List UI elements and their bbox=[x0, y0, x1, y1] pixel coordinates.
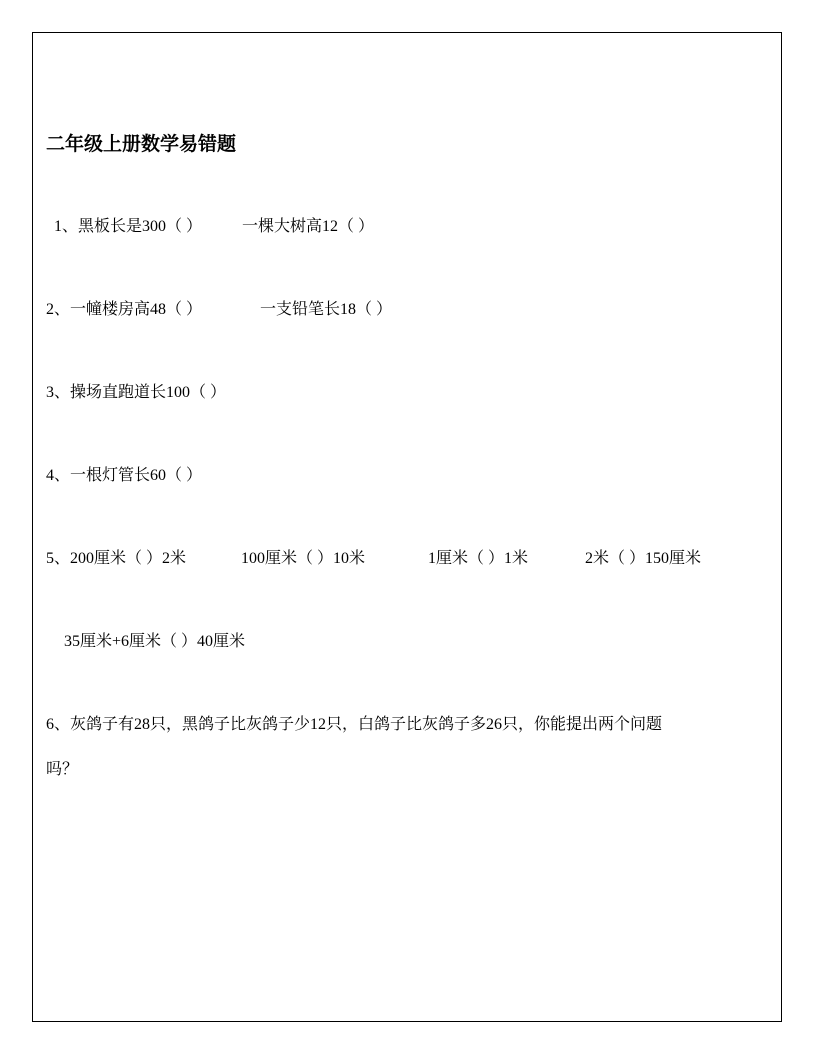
question-5-line-2: 35厘米+6厘米（ ）40厘米 bbox=[64, 633, 246, 650]
question-5-item-1: 5、200厘米（ ）2米 bbox=[46, 550, 187, 567]
question-6-line-2: 吗？ bbox=[46, 761, 79, 778]
question-1-part-a: 1、黑板长是300（ ） bbox=[54, 218, 203, 235]
question-1-part-b: 一棵大树高12（ ） bbox=[242, 218, 375, 235]
worksheet-title: 二年级上册数学易错题 bbox=[46, 134, 237, 155]
question-4: 4、一根灯管长60（ ） bbox=[46, 467, 203, 484]
question-5-item-3: 1厘米（ ）1米 bbox=[428, 550, 529, 567]
question-2-part-a: 2、一幢楼房高48（ ） bbox=[46, 301, 203, 318]
question-3: 3、操场直跑道长100（ ） bbox=[46, 384, 227, 401]
question-2-part-b: 一支铅笔长18（ ） bbox=[260, 301, 393, 318]
question-5-item-2: 100厘米（ ）10米 bbox=[241, 550, 366, 567]
question-6-line-1: 6、灰鸽子有28只，黑鸽子比灰鸽子少12只，白鸽子比灰鸽子多26只，你能提出两个问题 bbox=[46, 716, 663, 733]
question-5-item-4: 2米（ ）150厘米 bbox=[585, 550, 702, 567]
page-border bbox=[32, 32, 782, 1022]
